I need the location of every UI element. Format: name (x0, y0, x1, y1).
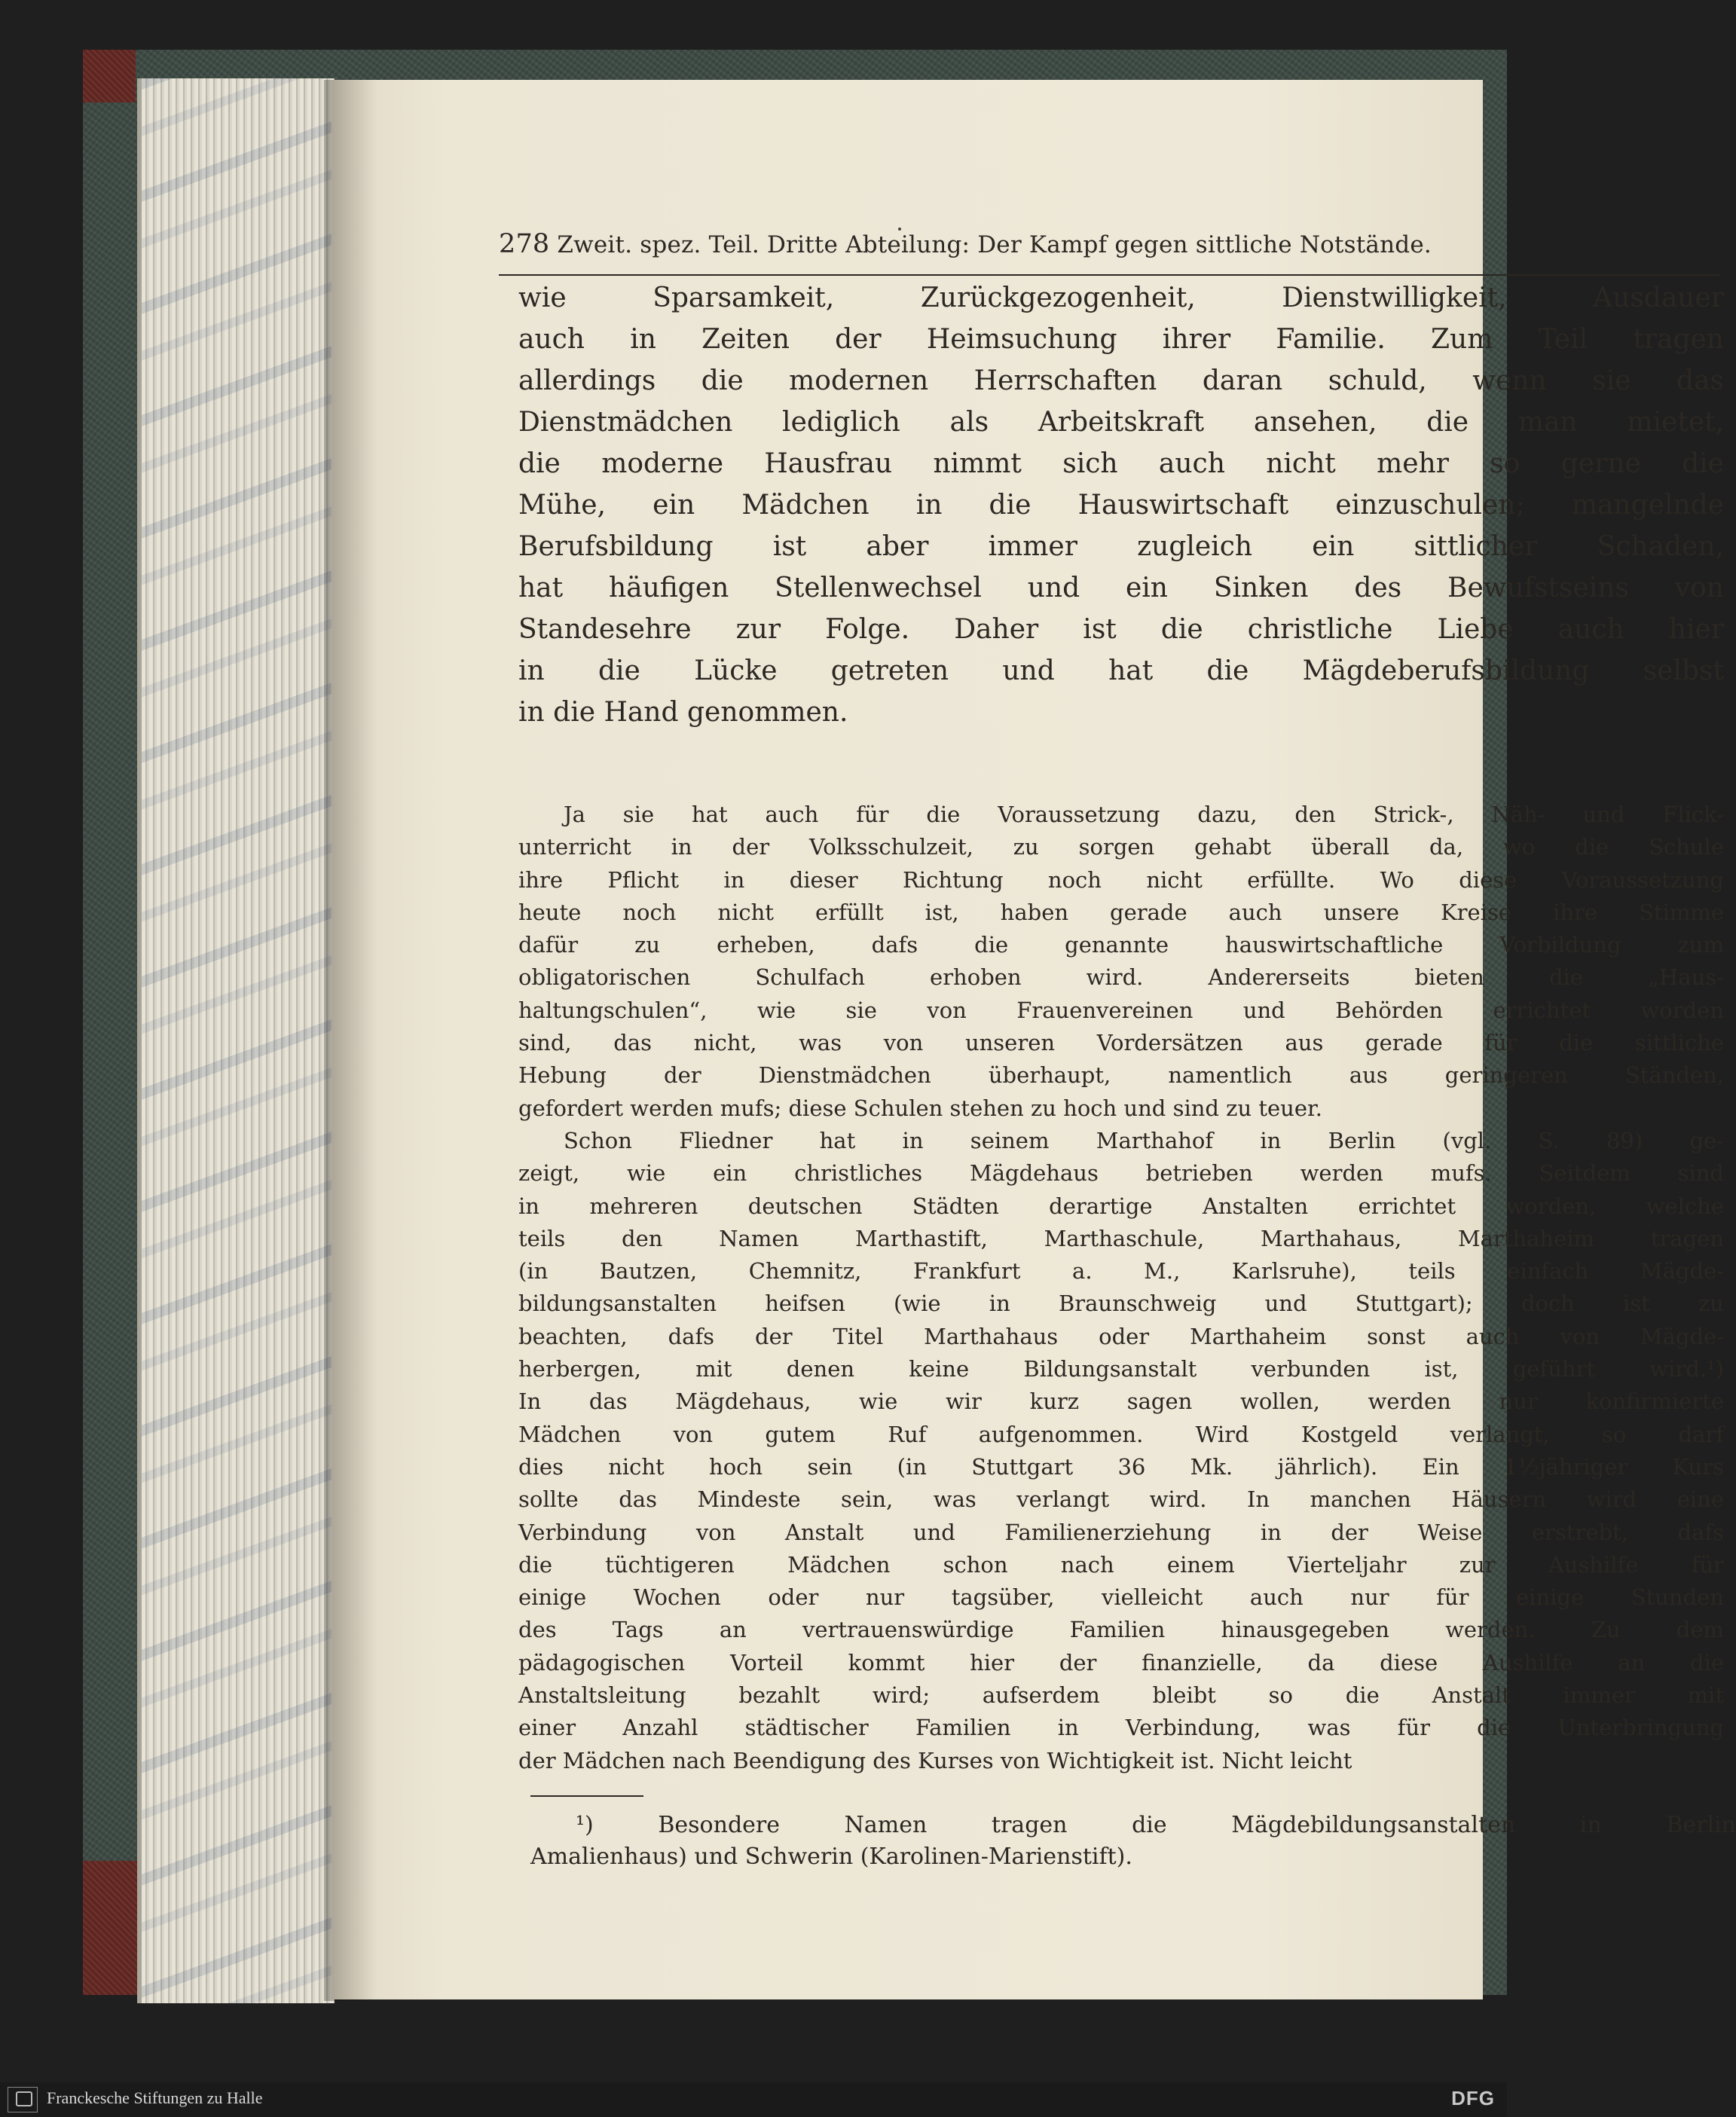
institution-name: Franckesche Stiftungen zu Halle (47, 2088, 263, 2107)
running-header (499, 229, 1727, 267)
text-line: allerdings die modernen Herrschaften daran schuld, wenn sie das (518, 365, 1724, 396)
small-text-line: ihre Pflicht in dieser Richtung noch nicht erfüllte. Wo diese Voraussetzung (518, 866, 1724, 893)
dfg-logo: DFG (1451, 2087, 1495, 2109)
text-line: in die Hand genommen. (518, 697, 848, 728)
small-text-line: Verbindung von Anstalt und Familienerziehung in der Weise erstrebt, dafs (518, 1519, 1724, 1545)
text-line: hat häufigen Stellenwechsel und ein Sinken des Bewufstseins von (518, 573, 1724, 603)
small-text-line: teils den Namen Marthastift, Marthaschule, Marthahaus, Marthaheim tragen (518, 1225, 1724, 1251)
header-rule (499, 274, 1719, 276)
small-print-text (518, 799, 1724, 1777)
book-page (332, 80, 1736, 1999)
page-number: 278 (499, 229, 550, 259)
text-line: wie Sparsamkeit, Zurückgezogenheit, Dienstwilligkeit, Ausdauer (518, 283, 1724, 313)
small-text-line: einige Wochen oder nur tagsüber, vielleicht auch nur für einige Stunden (518, 1584, 1724, 1611)
small-text-line: in mehreren deutschen Städten derartige Anstalten errichtet worden, welche (518, 1193, 1724, 1219)
small-text-line: (in Bautzen, Chemnitz, Frankfurt a. M., Karlsruhe), teils einfach Mägde- (518, 1258, 1724, 1285)
small-text-line: gefordert werden mufs; diese Schulen stehen zu hoch und sind zu teuer. (518, 1095, 1322, 1121)
small-text-line: dafür zu erheben, dafs die genannte hauswirtschaftliche Vorbildung zum (518, 932, 1724, 958)
text-line: auch in Zeiten der Heimsuchung ihrer Familie. Zum Teil tragen (518, 324, 1724, 355)
small-text-line: des Tags an vertrauenswürdige Familien hinausgegeben werden. Zu dem (518, 1617, 1724, 1643)
institution-logo-icon (8, 2087, 38, 2112)
footnote-line: Amalienhaus) und Schwerin (Karolinen-Marienstift). (530, 1844, 1132, 1870)
text-line: Berufsbildung ist aber immer zugleich ein sittlicher Schaden, (518, 531, 1724, 562)
small-text-line: heute noch nicht erfüllt ist, haben gerade auch unsere Kreise ihre Stimme (518, 899, 1724, 925)
small-text-line: dies nicht hoch sein (in Stuttgart 36 Mk. jährlich). Ein 1½jähriger Kurs (518, 1453, 1724, 1480)
small-text-line: Ja sie hat auch für die Voraussetzung dazu, den Strick-, Näh- und Flick- (564, 802, 1724, 827)
running-title: Zweit. spez. Teil. Dritte Abteilung: Der Kampf gegen sittliche Notstände. (557, 231, 1432, 258)
text-line: Standesehre zur Folge. Daher ist die christliche Liebe auch hier (518, 614, 1724, 645)
main-paragraph (518, 277, 1724, 733)
small-text-line: pädagogischen Vorteil kommt hier der finanzielle, da diese Aushilfe an die (518, 1649, 1724, 1676)
small-text-line: Anstaltsleitung bezahlt wird; aufserdem bleibt so die Anstalt immer mit (518, 1682, 1724, 1709)
footnote-line: ¹) Besondere Namen tragen die Mägdebildungsanstalten in Berlin (576, 1812, 1736, 1838)
page-edges (137, 78, 335, 2003)
small-text-line: In das Mägdehaus, wie wir kurz sagen wollen, werden nur konfirmierte (518, 1388, 1724, 1415)
small-text-line: zeigt, wie ein christliches Mägdehaus betrieben werden mufs. Seitdem sind (518, 1160, 1724, 1187)
small-text-line: die tüchtigeren Mädchen schon nach einem Vierteljahr zur Aushilfe für (518, 1551, 1724, 1578)
text-line: Dienstmädchen lediglich als Arbeitskraft ansehen, die man mietet, (518, 407, 1724, 438)
small-text-line: herbergen, mit denen keine Bildungsanstalt verbunden ist, geführt wird.¹) (518, 1356, 1724, 1382)
small-text-line: einer Anzahl städtischer Familien in Verbindung, was für die Unterbringung (518, 1715, 1724, 1741)
cover-corner-top (83, 50, 136, 102)
footnote (530, 1810, 1736, 1873)
gutter-shadow (324, 80, 377, 2001)
small-text-line: obligatorischen Schulfach erhoben wird. Andererseits bieten die „Haus- (518, 964, 1724, 991)
text-line: in die Lücke getreten und hat die Mägdeberufsbildung selbst (518, 655, 1724, 686)
small-text-line: sollte das Mindeste sein, was verlangt wird. In manchen Häusern wird eine (518, 1486, 1724, 1513)
small-text-line: unterricht in der Volksschulzeit, zu sorgen gehabt überall da, wo die Schule (518, 834, 1724, 860)
small-text-line: Schon Fliedner hat in seinem Marthahof in Berlin (vgl. S. 89) ge- (564, 1127, 1724, 1153)
small-text-line: beachten, dafs der Titel Marthahaus oder Marthaheim sonst auch von Mägde- (518, 1323, 1724, 1349)
text-line: die moderne Hausfrau nimmt sich auch nicht mehr so gerne die (518, 448, 1724, 479)
small-text-line: haltungschulen“, wie sie von Frauenvereinen und Behörden errichtet worden (518, 997, 1724, 1023)
text-line: Mühe, ein Mädchen in die Hauswirtschaft einzuschulen; mangelnde (518, 490, 1724, 521)
small-text-line: Hebung der Dienstmädchen überhaupt, namentlich aus geringeren Ständen, (518, 1062, 1724, 1089)
footnote-rule (530, 1795, 643, 1797)
small-text-line: sind, das nicht, was von unseren Vordersätzen aus gerade für die sittliche (518, 1030, 1724, 1056)
footer-bar (0, 2082, 1507, 2117)
small-text-line: bildungsanstalten heifsen (wie in Braunschweig und Stuttgart); doch ist zu (518, 1291, 1724, 1317)
small-text-line: Mädchen von gutem Ruf aufgenommen. Wird Kostgeld verlangt, so darf (518, 1421, 1724, 1447)
small-text-line: der Mädchen nach Beendigung des Kurses von Wichtigkeit ist. Nicht leicht (518, 1747, 1352, 1773)
